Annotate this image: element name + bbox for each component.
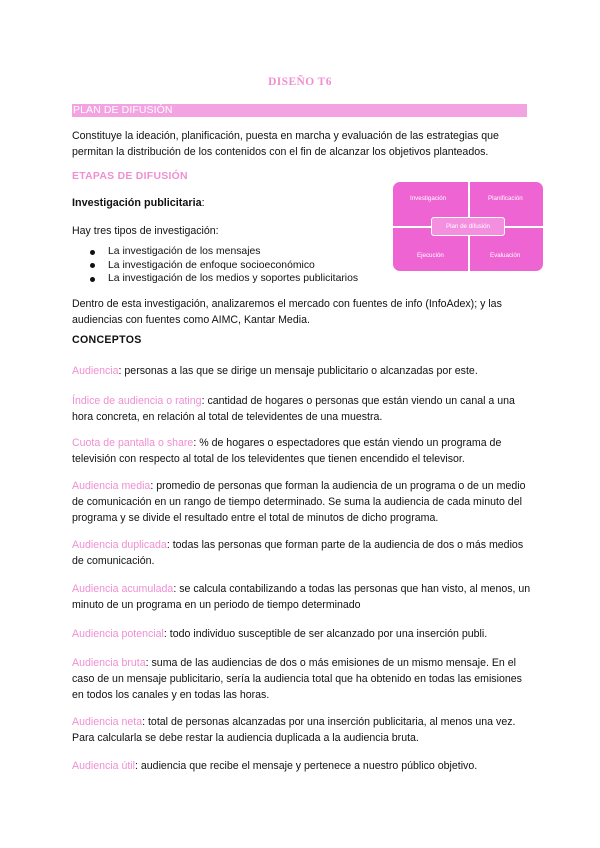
- definition-text: : personas a las que se dirige un mensaje publicitario o alcanzadas por este.: [118, 365, 478, 377]
- diagram-evaluacion: Evaluación: [490, 252, 521, 259]
- types-intro: Hay tres tipos de investigación:: [72, 225, 219, 237]
- definition-text: : cantidad de hogares o personas que están viendo un canal a una hora concreta, en relación al total de televidentes de una muestra.: [72, 395, 515, 423]
- definition-item: [72, 363, 532, 379]
- definition-text: : promedio de personas que forman la audiencia de un programa o de un medio de comunicación en un rango de tiempo determinado. Se suma la audiencia de cada minuto del programa y se divide el resultado entre el total de minutos de dicho programa.: [72, 480, 526, 524]
- difusion-diagram: [393, 182, 543, 271]
- analysis-paragraph: Dentro de esta investigación, analizaremos el mercado con fuentes de info (InfoAdex); y las audiencias con fuentes como AIMC, Kantar Media.: [72, 298, 502, 326]
- investigacion-heading: [72, 197, 205, 209]
- diagram-ejecucion: Ejecución: [417, 252, 444, 259]
- definition-item: [72, 714, 532, 746]
- list-item: La investigación de los mensajes: [90, 245, 358, 259]
- definition-term: Audiencia neta: [72, 716, 143, 728]
- definition-text: : suma de las audiencias de dos o más emisiones de un mismo mensaje. En el caso de un mensaje publicitario, sería la audiencia total que ha obtenido en todas las emisiones en todos los canales y en todas las horas.: [72, 657, 522, 701]
- document-title: DISEÑO T6: [268, 76, 332, 88]
- intro-paragraph: Constituye la ideación, planificación, puesta en marcha y evaluación de las estrategias que permitan la distribución de los contenidos con el fin de alcanzar los objetivos planteados.: [72, 130, 499, 158]
- section-title: PLAN DE DIFUSIÓN: [73, 104, 173, 116]
- list-item: La investigación de los medios y soportes publicitarios: [90, 272, 358, 286]
- investigacion-suffix: :: [201, 197, 205, 209]
- definition-term: Cuota de pantalla o share: [72, 437, 194, 449]
- definition-item: [72, 435, 532, 467]
- concepts-heading: CONCEPTOS: [72, 334, 142, 346]
- definition-text: : audiencia que recibe el mensaje y pertenece a nuestro público objetivo.: [135, 760, 478, 772]
- definition-text: : todas las personas que forman parte de la audiencia de dos o más medios de comunicación.: [72, 539, 524, 567]
- types-list: [90, 245, 358, 286]
- diagram-center: Plan de difusión: [431, 217, 505, 236]
- definition-item: [72, 537, 532, 569]
- definition-item: [72, 655, 532, 703]
- definition-text: : total de personas alcanzadas por una inserción publicitaria, al menos una vez. Para calcularla se debe restar la audiencia duplicada a la audiencia bruta.: [72, 716, 516, 744]
- etapas-heading: ETAPAS DE DIFUSIÓN: [72, 171, 188, 182]
- list-item: La investigación de enfoque socioeconómico: [90, 259, 358, 273]
- definition-item: [72, 478, 532, 526]
- definition-item: [72, 393, 532, 425]
- investigacion-title: Investigación publicitaria: [72, 197, 202, 209]
- definition-item: [72, 581, 532, 613]
- definition-text: : se calcula contabilizando a todas las personas que han visto, al menos, un minuto de un programa en un periodo de tiempo determinado: [72, 583, 531, 611]
- section-bar: [72, 104, 527, 117]
- definition-term: Índice de audiencia o rating: [72, 395, 202, 407]
- definition-term: Audiencia media: [72, 480, 151, 492]
- definition-term: Audiencia: [72, 365, 119, 377]
- definition-item: [72, 626, 532, 642]
- diagram-planificacion: Planificación: [488, 195, 523, 202]
- definition-item: [72, 758, 532, 774]
- definition-term: Audiencia acumulada: [72, 583, 174, 595]
- definition-term: Audiencia bruta: [72, 657, 146, 669]
- definition-term: Audiencia duplicada: [72, 539, 167, 551]
- definition-text: : % de hogares o espectadores que están viendo un programa de televisión con respecto al total de los televidentes que tienen encendido el televisor.: [72, 437, 502, 465]
- definition-term: Audiencia potencial: [72, 628, 164, 640]
- definition-text: : todo individuo susceptible de ser alcanzado por una inserción publi.: [163, 628, 488, 640]
- diagram-investigacion: Investigación: [410, 195, 447, 202]
- definition-term: Audiencia útil: [72, 760, 136, 772]
